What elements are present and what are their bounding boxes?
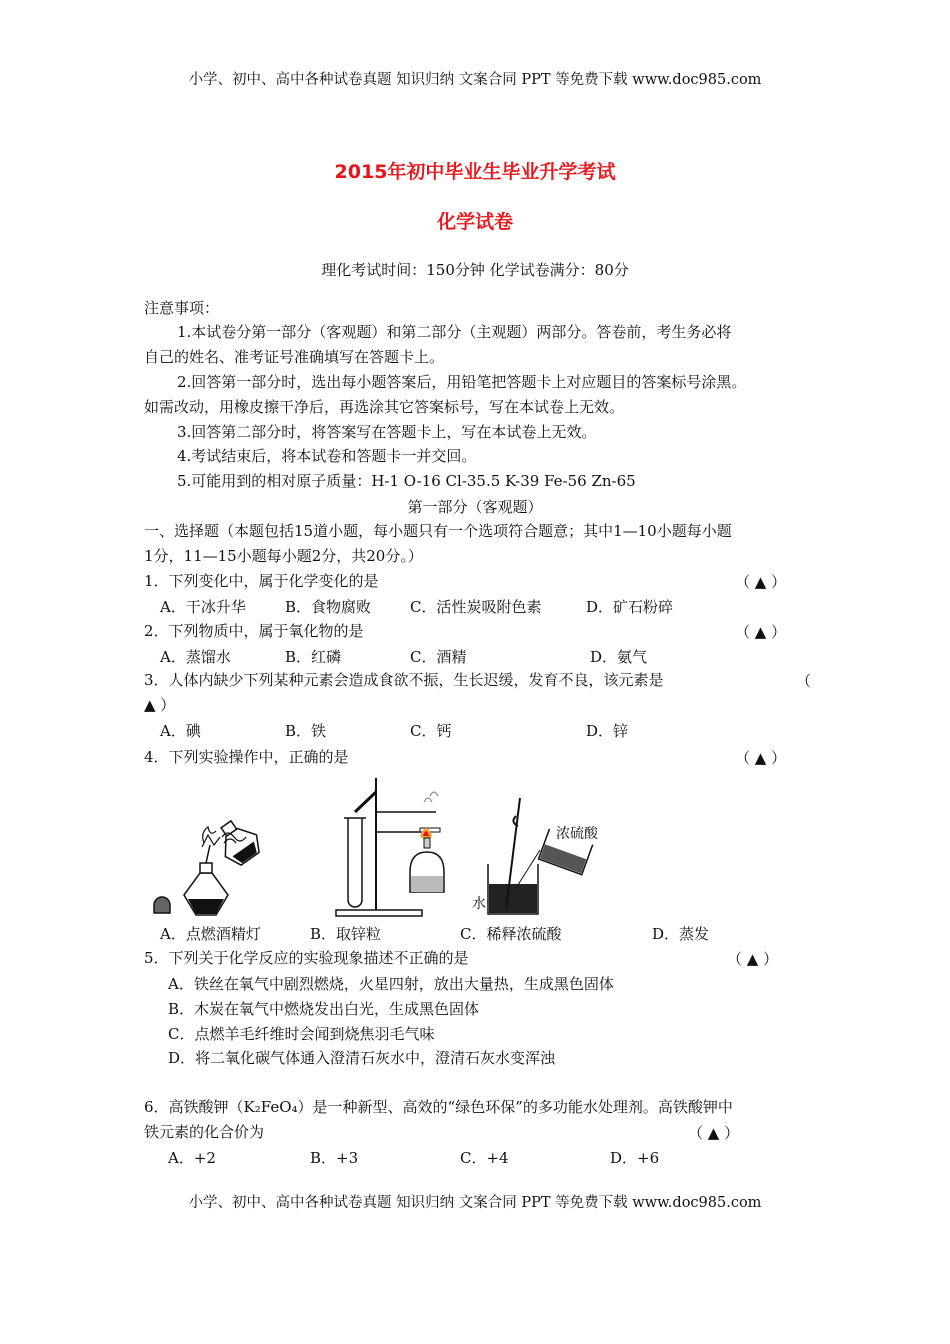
q3-option-b: B．铁 (285, 722, 327, 740)
q4-option-a: A．点燃酒精灯 (160, 925, 261, 943)
section1-a: 一、选择题（本题包括15道小题，每小题只有一个选项符合题意；其中1—10小题每小题 (144, 522, 732, 540)
q3-option-d: D．锌 (586, 722, 629, 740)
q2-option-d: D．氨气 (590, 648, 648, 666)
q4-option-d: D．蒸发 (652, 925, 710, 943)
q5-option-a: A．铁丝在氧气中剧烈燃烧，火星四射，放出大量热，生成黑色固体 (168, 975, 614, 993)
part1-heading: 第一部分（客观题） (407, 498, 543, 516)
q3-option-c: C．钙 (410, 722, 452, 740)
notice-1b: 自己的姓名、准考证号准确填写在答题卡上。 (144, 348, 445, 366)
notice-2a: 2.回答第一部分时，选出每小题答案后，用铅笔把答题卡上对应题目的答案标号涂黑。 (177, 373, 747, 391)
q4-label-water: 水 (472, 896, 486, 912)
q6-stem-b: 铁元素的化合价为 (144, 1123, 265, 1141)
q4-option-b: B．取锌粒 (310, 925, 382, 943)
q1-stem: 1．下列变化中，属于化学变化的是 (144, 572, 379, 590)
q6-stem-a: 6．高铁酸钾（K₂FeO₄）是一种新型、高效的“绿色环保”的多功能水处理剂。高铁酸钾中 (144, 1098, 733, 1116)
q6-option-a: A．+2 (168, 1149, 216, 1167)
q2-stem: 2．下列物质中，属于氧化物的是 (144, 622, 364, 640)
exam-subtitle: 化学试卷 (436, 211, 513, 233)
q1-option-b: B．食物腐败 (285, 598, 372, 616)
q4-answer-mark: （ ▲ ） (735, 749, 787, 767)
q3-answer-mark-open: （ (796, 672, 812, 690)
page-footer: 小学、初中、高中各种试卷真题 知识归纳 文案合同 PPT 等免费下载 www.doc985.com (188, 1195, 762, 1211)
q6-option-c: C．+4 (460, 1149, 509, 1167)
q5-option-d: D．将二氧化碳气体通入澄清石灰水中，澄清石灰水变浑浊 (168, 1049, 556, 1067)
q3-stem: 3．人体内缺少下列某种元素会造成食欲不振，生长迟缓，发育不良，该元素是 (144, 671, 664, 689)
notice-4: 4.考试结束后，将本试卷和答题卡一并交回。 (177, 447, 477, 465)
page-header: 小学、初中、高中各种试卷真题 知识归纳 文案合同 PPT 等免费下载 www.doc985.com (188, 72, 762, 88)
notice-2b: 如需改动，用橡皮擦干净后，再选涂其它答案标号，写在本试卷上无效。 (144, 398, 625, 416)
q4-figure-c-beaker-icon (472, 796, 607, 920)
section1-b: 1分，11—15小题每小题2分，共20分。） (144, 547, 423, 565)
exam-title: 2015年初中毕业生毕业升学考试 (334, 161, 616, 183)
q5-option-b: B．木炭在氧气中燃烧发出白光，生成黑色固体 (168, 1000, 480, 1018)
q4-label-acid: 浓硫酸 (556, 826, 598, 842)
q1-option-c: C．活性炭吸附色素 (410, 598, 542, 616)
q5-option-c: C．点燃羊毛纤维时会闻到烧焦羽毛气味 (168, 1025, 435, 1043)
notice-5: 5.可能用到的相对原子质量：H-1 O-16 Cl-35.5 K-39 Fe-56 Zn-65 (177, 472, 636, 490)
q3-option-a: A．碘 (160, 722, 201, 740)
q2-option-a: A．蒸馏水 (160, 648, 231, 666)
q4-option-c: C．稀释浓硫酸 (460, 925, 562, 943)
q6-answer-mark: （ ▲ ） (688, 1124, 740, 1142)
notice-3: 3.回答第二部分时，将答案写在答题卡上，写在本试卷上无效。 (177, 423, 597, 441)
notice-heading: 注意事项： (144, 299, 220, 317)
q4-figure-b-test-tube-icon (330, 772, 455, 920)
q5-stem: 5．下列关于化学反应的实验现象描述不正确的是 (144, 949, 469, 967)
q1-option-d: D．矿石粉碎 (586, 598, 674, 616)
q2-option-b: B．红磷 (285, 648, 342, 666)
q3-answer-mark-close: ▲ ） (144, 696, 176, 714)
q4-stem: 4．下列实验操作中，正确的是 (144, 748, 349, 766)
q6-option-d: D．+6 (610, 1149, 660, 1167)
q2-answer-mark: （ ▲ ） (735, 623, 787, 641)
q4-figure-a-alcohol-lamp-icon (150, 815, 280, 920)
notice-1a: 1.本试卷分第一部分（客观题）和第二部分（主观题）两部分。答卷前，考生务必将 (177, 323, 732, 341)
q1-option-a: A．干冰升华 (160, 598, 246, 616)
q1-answer-mark: （ ▲ ） (735, 573, 787, 591)
exam-info: 理化考试时间：150分钟 化学试卷满分：80分 (321, 261, 629, 279)
q5-answer-mark: （ ▲ ） (727, 950, 779, 968)
q2-option-c: C．酒精 (410, 648, 467, 666)
q6-option-b: B．+3 (310, 1149, 359, 1167)
